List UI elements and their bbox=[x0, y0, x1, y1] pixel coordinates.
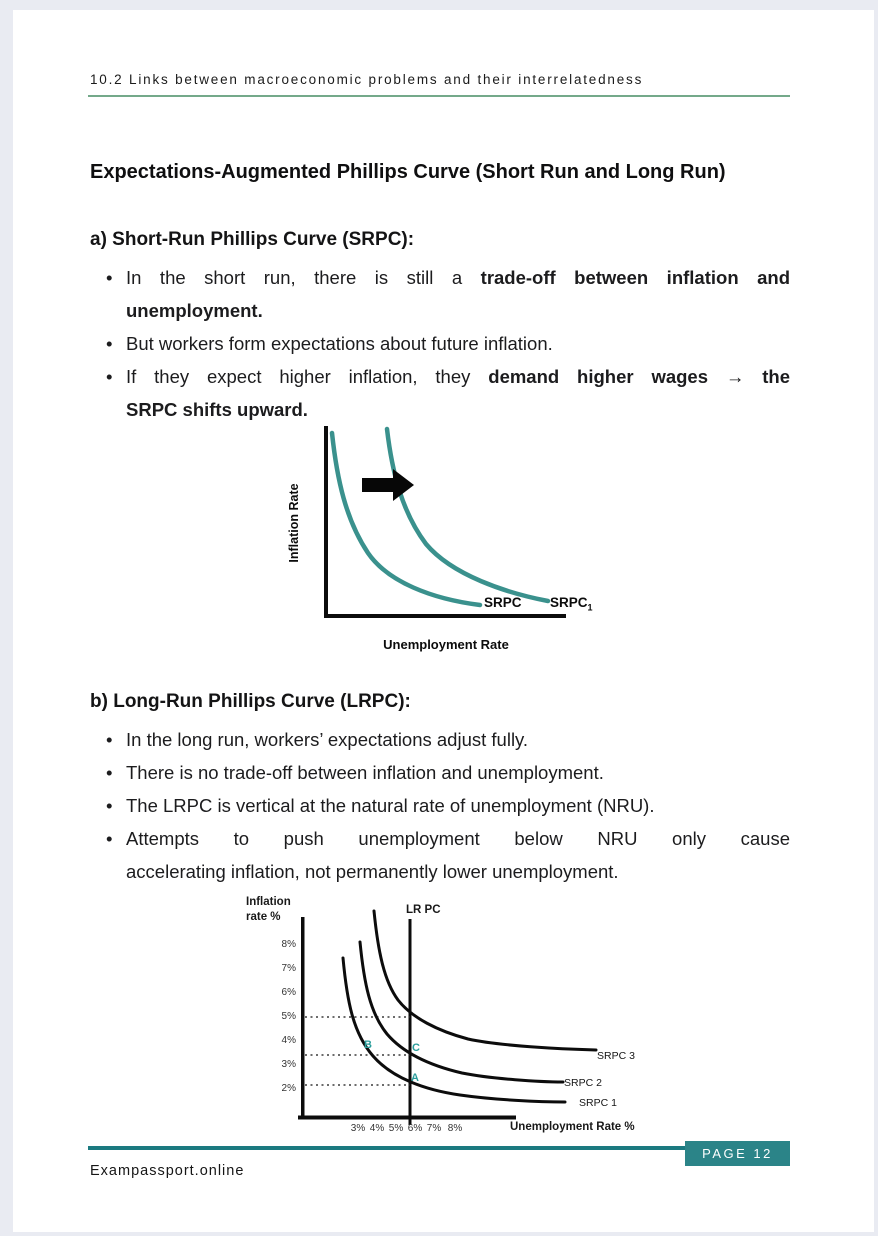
y-tick-4: 4% bbox=[281, 1035, 296, 1046]
x-tick-5: 5% bbox=[388, 1123, 404, 1134]
chart2-x-axis-label: Unemployment Rate % bbox=[510, 1121, 635, 1133]
list-item: • But workers form expectations about future inflation. bbox=[90, 327, 790, 360]
section-b-heading: b) Long-Run Phillips Curve (LRPC): bbox=[90, 691, 411, 712]
chart1-y-axis-label: Inflation Rate bbox=[287, 483, 301, 563]
y-axis bbox=[324, 426, 328, 618]
lrpc-line bbox=[409, 919, 412, 1125]
srpc2-curve bbox=[360, 942, 563, 1082]
x-tick-3: 3% bbox=[350, 1123, 366, 1134]
footer-rule bbox=[88, 1146, 685, 1150]
y-tick-6: 6% bbox=[281, 987, 296, 998]
lrpc-label: LR PC bbox=[406, 904, 441, 916]
section-breadcrumb: 10.2 Links between macroeconomic problems and their interrelatedness bbox=[90, 72, 644, 87]
x-tick-8: 8% bbox=[447, 1123, 463, 1134]
y-tick-8: 8% bbox=[281, 939, 296, 950]
point-label-c: C bbox=[412, 1042, 420, 1054]
y-tick-3: 3% bbox=[281, 1059, 296, 1070]
page-number-badge: PAGE 12 bbox=[685, 1141, 790, 1166]
x-axis bbox=[324, 614, 566, 618]
x-tick-7: 7% bbox=[426, 1123, 442, 1134]
y-tick-5: 5% bbox=[281, 1011, 296, 1022]
srpc1-curve bbox=[387, 429, 548, 601]
list-item: • There is no trade-off between inflation and unemployment. bbox=[90, 756, 790, 789]
y-tick-2: 2% bbox=[281, 1083, 296, 1094]
srpc3-curve bbox=[374, 911, 596, 1050]
list-item: • In the long run, workers’ expectations adjust fully. bbox=[90, 723, 790, 756]
srpc-shift-chart-canvas bbox=[280, 420, 610, 660]
srpc1-curve-label: SRPC 1 bbox=[579, 1097, 617, 1109]
srpc-curve-label: SRPC bbox=[484, 595, 522, 610]
header-rule bbox=[88, 95, 790, 97]
section-a-bullets bbox=[90, 261, 790, 426]
lrpc-chart bbox=[240, 893, 670, 1145]
section-b-bullets bbox=[90, 723, 790, 888]
list-item: • The LRPC is vertical at the natural rate of unemployment (NRU). bbox=[90, 789, 790, 822]
srpc3-curve-label: SRPC 3 bbox=[597, 1050, 635, 1062]
x-tick-6: 6% bbox=[407, 1123, 423, 1134]
page-title: Expectations-Augmented Phillips Curve (Short Run and Long Run) bbox=[90, 161, 726, 183]
shift-right-arrow-icon bbox=[362, 469, 414, 501]
list-item: • If they expect higher inflation, they demand higher wages → the SRPC shifts upward. bbox=[90, 360, 790, 426]
list-item: • Attempts to push unemployment below NRU only cause accelerating inflation, not permanently lower unemployment. bbox=[90, 822, 790, 888]
list-item: • In the short run, there is still a trade-off between inflation and unemployment. bbox=[90, 261, 790, 327]
section-a-heading: a) Short-Run Phillips Curve (SRPC): bbox=[90, 229, 415, 250]
srpc-curve bbox=[332, 433, 480, 605]
y-axis bbox=[301, 917, 305, 1119]
srpc2-curve-label: SRPC 2 bbox=[564, 1077, 602, 1089]
srpc-shift-chart bbox=[280, 420, 610, 660]
x-tick-4: 4% bbox=[369, 1123, 385, 1134]
point-label-a: A bbox=[411, 1072, 419, 1084]
chart2-y-axis-label: Inflation rate % bbox=[246, 896, 291, 923]
point-label-b: B bbox=[364, 1039, 372, 1051]
x-axis bbox=[298, 1116, 516, 1120]
chart1-x-axis-label: Unemployment Rate bbox=[383, 637, 509, 652]
srpc1-curve-label: $SRPC_1$ bbox=[550, 595, 593, 613]
footer-site-name: Exampassport.online bbox=[90, 1163, 245, 1179]
y-tick-7: 7% bbox=[281, 963, 296, 974]
